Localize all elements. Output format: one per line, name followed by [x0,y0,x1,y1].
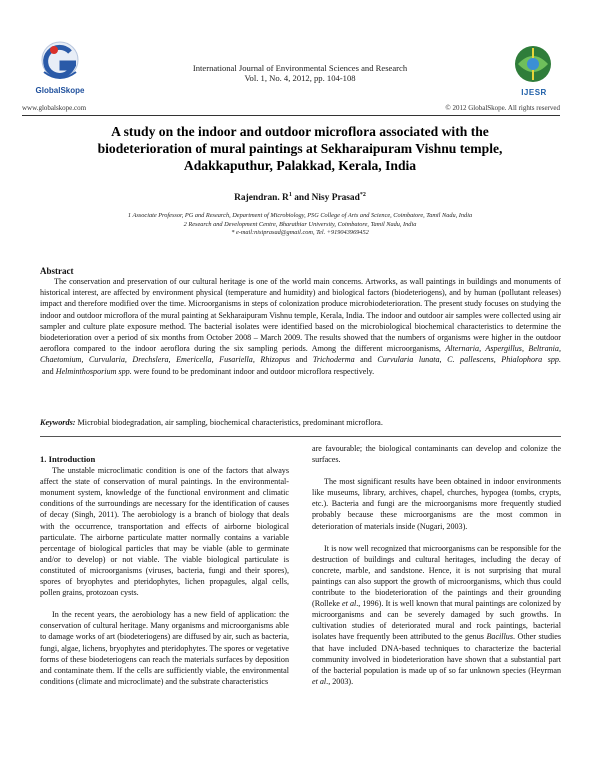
intro-paragraph-2: In the recent years, the aerobiology has a new field of application: the conservation of cultural heritage. Many organisms and microorganisms able to damage works of art (biodeteriogens) are diffused by air, such as bacteria, fungi, algae, lichens, bryophytes and pteridophytes. The spores or vegetative forms of these biodeteriogens can reach the materials surfaces by deposition and contaminate them. If the cells are sufficiently viable, the environmental conditions (climate and microclimate) and the substrate characteristics [40,610,289,686]
p4-etal-1: et al [342,599,357,609]
publisher-website[interactable]: www.globalskope.com [22,104,87,112]
affiliation-2: 2 Research and Development Centre, Bharathiar University, Coimbatore, Tamil Nadu, India [183,220,417,228]
abstract-and-3: and [40,366,56,376]
title-line-2: biodeterioration of mural paintings at Sekharaipuram Vishnu temple, [97,141,503,156]
intro-paragraph-2-cont: are favourable; the biological contaminants can develop and colonize the surfaces. [312,444,561,465]
ijesr-logo-icon [508,44,558,88]
p4-text-d: ., 2003). [326,676,354,686]
abstract-divider [40,436,561,437]
author-2-sup: *2 [359,192,366,198]
abstract-and-2: and [354,355,378,365]
author-join: and [291,193,312,204]
p4-etal-2: et al [312,676,327,686]
title-line-3: Adakkaputhur, Palakkad, Kerala, India [183,158,417,173]
abstract-text: The conservation and preservation of our cultural heritage is one of the world main concerns. Artworks, as wall paintings in buildings and monuments of historical interest, are affected by environment physical (temperature and humidity) and biological factors (biodeteriogens), and by human (pollutant releases) impact and therefore modified over the time. Microorganisms in steps of colonization produce microbiodeterioration. The present study focuses on studying the indoor and outdoor microflora of the mural painting at Sekharaipuram Vishnu temple, Kerala, India. The indoor and outdoor air samples were collected using air sampler and culture plate exposure method. The bacterial isolates were identified based on the microbiological biochemical characteristics to determine the biodeterioration over a period of six months from October 2008 – March 2009. The results showed that the numbers of organisms were higher in the outdoor aeroflora compared to the indoor aeroflora during the six sampling periods. Among the different microorganisms, [40,277,561,354]
abstract-and-1: and [290,355,313,365]
author-1-sup: 1 [288,192,292,198]
p4-text-c: . Other studies that have included DNA-based techniques to characterize the bacterial community involved in biodeterioration have shown that a substantial part of the bacterial population is made up of so far unknown species (Heyrman [312,632,561,675]
author-line [40,192,560,203]
author-1: Rajendran. R [234,193,289,204]
right-column [312,443,561,698]
intro-heading: 1. Introduction [40,454,96,464]
abstract-species-3: Curvularia lunata, C. pallescens, Phialophora spp. [377,355,561,365]
keywords-label: Keywords: [40,418,76,427]
keywords [40,418,561,427]
journal-info [140,63,460,83]
ijesr-logo-text: IJESR [521,88,547,97]
affiliation-1: 1 Associate Professor, PG and Research, Department of Microbiology, PSG College of Arts and Science, Coimbatore, Tamil Nadu, India [127,212,473,219]
copyright-notice: © 2012 GlobalSkope. All rights reserved [445,104,560,112]
journal-name: International Journal of Environmental Sciences and Research [192,63,408,73]
abstract-species-2: Trichoderma [312,355,355,365]
intro-paragraph-1: The unstable microclimatic condition is one of the factors that always affect the state of conservation of mural paintings. In the environmental-monument system, knowledge of the functional environment and climatic conditions of the surroundings are necessary for the identification of causes of decay (Singh, 2011). The aerobiology is a branch of biology that deals with the occurrence, transportation and effects of airborne biological particulate. The airborne particulate matter normally contains a variable percentage of biological particles that may be viable (able to germinate and/or to develop) or not viable. The viable biological particulate is constituted of microorganisms (viruses, bacteria, fungi and their spores), spores of bryophytes and pteridophytes, lichen propagules, algal cells, pollen grains, protozoan cysts. [40,466,289,598]
author-2: Nisy Prasad [311,193,360,204]
globalskope-logo-text: GlobalSkope [35,86,85,95]
affiliation-contact: * e-mail:nisiprasad@gmail.com, Tel. +919043969452 [231,229,369,236]
abstract-species-4: Helminthosporium spp. [55,366,132,376]
p4-text-b: ., 1996). It is well known that mural paintings are colonized by microorganisms and can be severely damaged by such growths. In cultivation studies of deteriorated mural and rock paintings, bacterial isolates have frequently been attributed to the genus [312,599,561,642]
title-line-1: A study on the indoor and outdoor microflora associated with the [111,124,489,139]
intro-paragraph-3: The most significant results have been obtained in indoor environments like museums, library, archives, chapel, churches, hypogea (tombs, crypts, etc.). Bacteria and fungi are the microorganisms more frequently studied probably because these microorganisms are the most common in deterioration of materials inside (Nugari, 2003). [312,477,561,531]
affiliations [60,212,540,238]
abstract-body [40,276,561,377]
journal-volume: Vol. 1, No. 4, 2012, pp. 104-108 [244,73,356,83]
header-divider [22,115,560,116]
p4-genus: Bacillus [486,632,513,642]
keywords-text: Microbial biodegradation, air sampling, biochemical characteristics, predominant microflora. [75,418,383,427]
left-column [40,454,289,698]
abstract-heading: Abstract [40,266,74,276]
intro-paragraph-4 [312,543,561,687]
abstract-tail: were found to be predominant indoor and outdoor microflora respectively. [131,366,375,376]
p4-text-a: It is now well recognized that microorganisms can be responsible for the destruction of buildings and cultural heritages, including the decay of concrete, marble, and sandstone. Hence, it is not surprising that mural paintings can also support the growth of microorganisms, which thus could contribute to the biodeterioration of the paintings and their grounding (Rolleke [312,543,561,609]
abstract-species-1: Alternaria, Aspergillus, Beltrania, Chaetomium, Curvularia, Drechslera, Emericella, Fusariella, Rhizopus [40,344,561,365]
paper-title [40,123,560,174]
